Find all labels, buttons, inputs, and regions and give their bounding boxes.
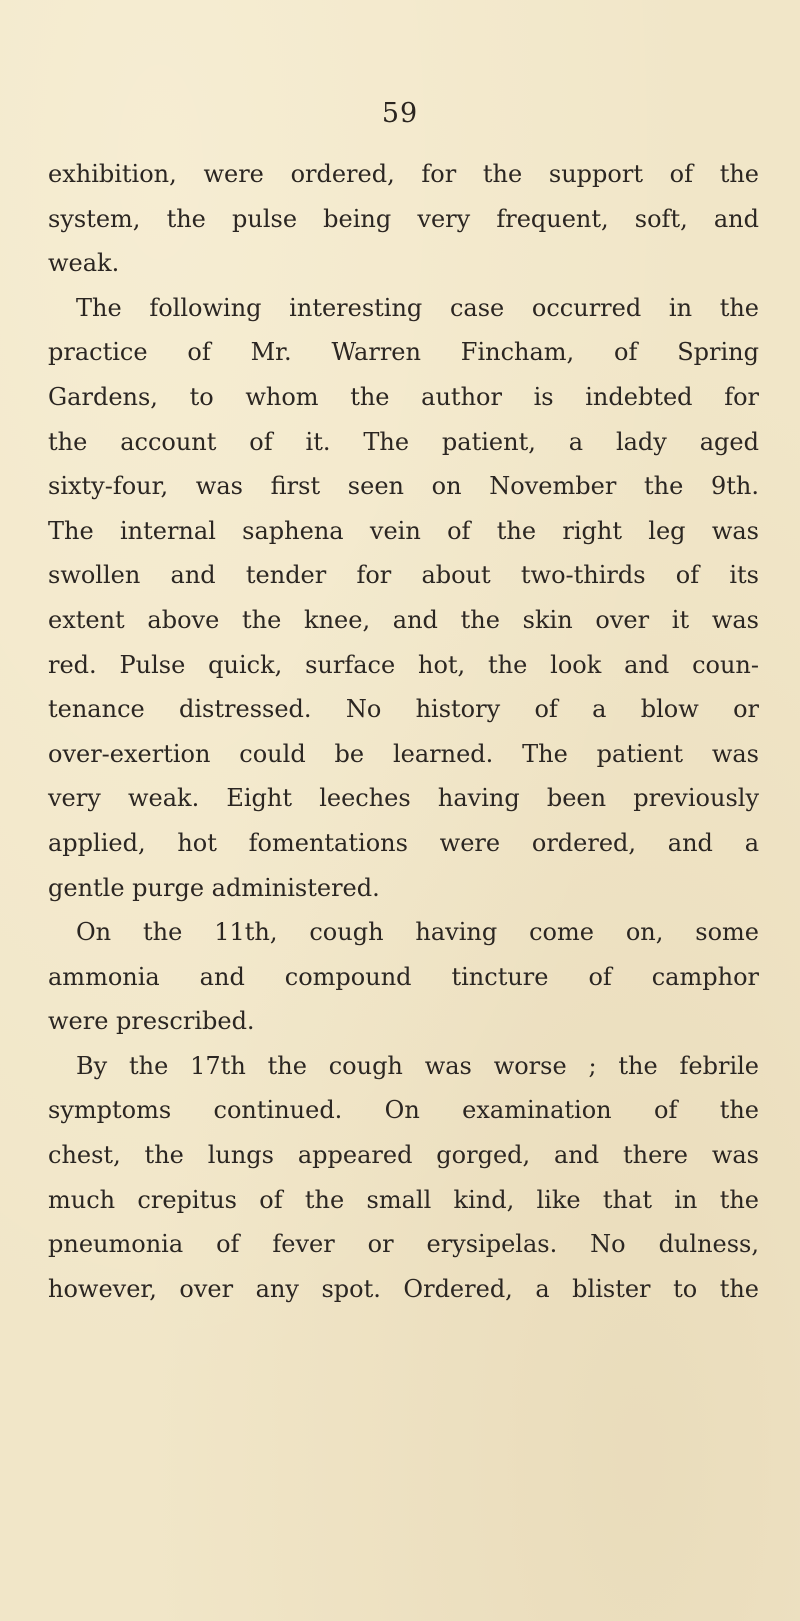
text-line: The internal saphena vein of the right leg was [48,516,759,545]
text-line: exhibition, were ordered, for the support of the [48,160,759,188]
text-line: however, over any spot. Ordered, a blister to the [48,1274,759,1303]
paragraph [48,286,759,910]
text-line: red. Pulse quick, surface hot, the look and coun- [48,650,759,679]
text-line: tenance distressed. No history of a blow or [48,695,759,724]
text-line: symptoms continued. On examination of the [48,1096,759,1125]
text-line: over-exertion could be learned. The patient was [48,739,759,768]
text-line: On the 11th, cough having come on, some [76,918,759,947]
text-line: swollen and tender for about two-thirds of its [48,561,759,590]
paragraph [48,910,759,1044]
text-line: the account of it. The patient, a lady aged [48,427,759,456]
text-line: By the 17th the cough was worse ; the febrile [76,1051,759,1080]
paragraph [48,1044,759,1312]
text-line: practice of Mr. Warren Fincham, of Spring [48,338,759,367]
page-number: 59 [381,98,419,129]
text-line: applied, hot fomentations were ordered, and a [48,828,759,857]
paragraph [48,152,759,286]
text-line: much crepitus of the small kind, like that in the [48,1185,759,1214]
text-line: weak. [48,249,120,278]
text-line: The following interesting case occurred in the [76,293,759,322]
text-line: sixty-four, was first seen on November the 9th. [48,472,759,501]
text-line: extent above the knee, and the skin over it was [48,605,759,634]
text-line: system, the pulse being very frequent, soft, and [48,204,759,233]
text-line: Gardens, to whom the author is indebted for [48,382,759,411]
text-line: were prescribed. [48,1007,255,1036]
body-text [48,152,759,1311]
text-line: chest, the lungs appeared gorged, and there was [48,1141,759,1170]
text-line: very weak. Eight leeches having been previously [48,784,759,813]
text-line: pneumonia of fever or erysipelas. No dulness, [48,1230,759,1259]
text-line: gentle purge administered. [48,873,380,902]
text-line: ammonia and compound tincture of camphor [48,962,759,991]
